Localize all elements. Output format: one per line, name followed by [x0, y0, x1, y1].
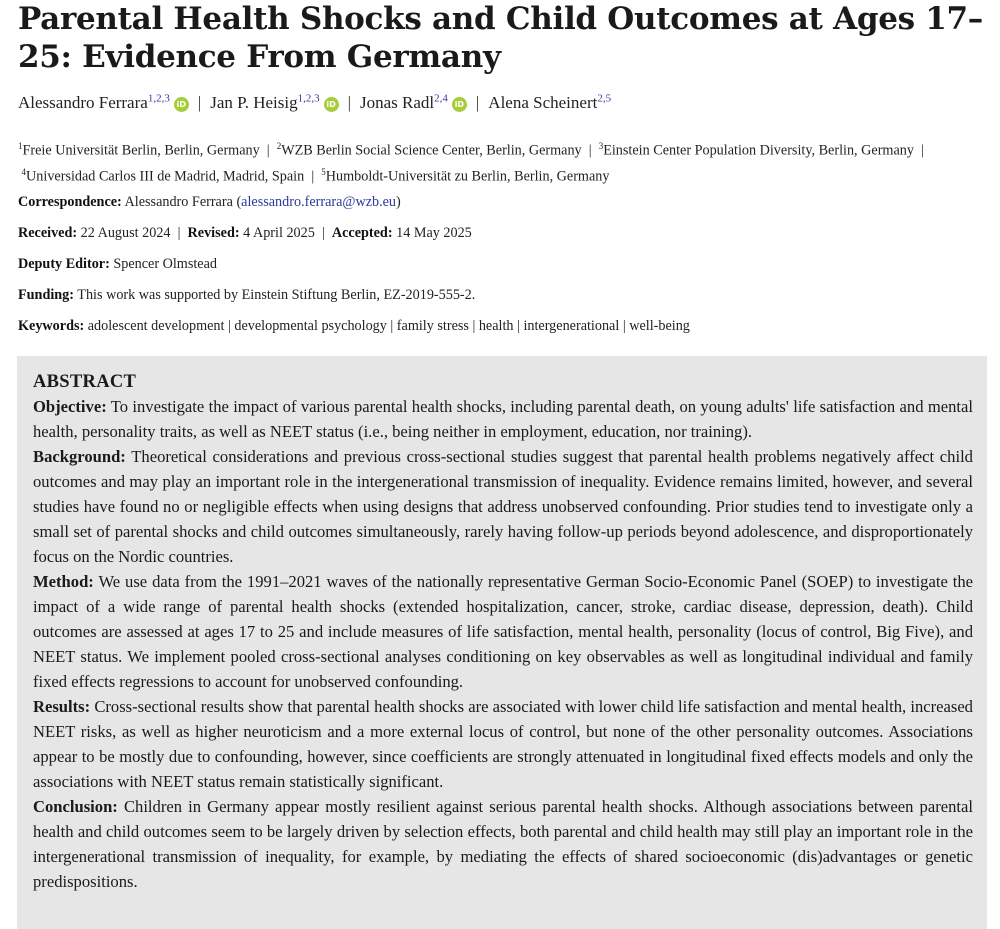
paper-title: Parental Health Shocks and Child Outcomes at Ages 17–25: Evidence From Germany [18, 1, 984, 75]
author-affiliation-marker: 2,4 [434, 92, 448, 105]
orcid-icon[interactable]: iD [452, 97, 467, 112]
author-affiliation-marker: 2,5 [597, 92, 612, 105]
orcid-icon[interactable]: iD [324, 97, 339, 112]
abstract-content [33, 370, 973, 894]
affiliation: Freie Universität Berlin, Berlin, Germany [22, 142, 260, 159]
author-affiliation-marker: 1,2,3 [297, 92, 320, 105]
author-name[interactable]: Jonas Radl [360, 93, 435, 112]
abstract-section-method: Method: We use data from the 1991–2021 waves of the nationally representative German Socio-Economic Panel (SOEP) to investigate the impact of a wide range of parental health shocks (extended hospitalization, cancer, stroke, cardiac disease, depression, death). Child outcomes are assessed at ages 17 to 25 and include measures of life satisfaction, mental health, personality (locus of control, Big Five), and NEET status. We implement pooled cross-sectional analyses conditioning on key observables as well as longitudinal individual and family fixed effects regressions to account for unobserved confounding. [33, 572, 973, 691]
abstract-box [17, 356, 987, 929]
affiliation: Universidad Carlos III de Madrid, Madrid, Spain [26, 168, 305, 185]
abstract-section-objective: Objective: To investigate the impact of various parental health shocks, including parental death, on young adults' life satisfaction and mental health, personality traits, as well as NEET status (i.e., being neither in employment, education, nor training). [33, 397, 973, 441]
affiliation: WZB Berlin Social Science Center, Berlin, Germany [281, 142, 582, 159]
abstract-heading: ABSTRACT [33, 372, 137, 392]
deputy-editor-line: Deputy Editor: Spencer Olmstead [18, 256, 217, 272]
abstract-section-background: Background: Theoretical considerations and previous cross-sectional studies suggest that parental health problems negatively affect child outcomes and may play an important role in the intergenerational transmission of inequality. Evidence remains limited, however, and several studies have found no or negligible effects when using designs that address unobserved confounding. Prior studies tend to investigate only a small set of parental shocks and child outcomes simultaneously, rarely having follow-up periods beyond adolescence, and disproportionately focus on the Nordic countries. [33, 447, 973, 566]
affiliation: Humboldt-Universität zu Berlin, Berlin, Germany [325, 168, 610, 185]
abstract-section-results: Results: Cross-sectional results show that parental health shocks are associated with lower child life satisfaction and mental health, increased NEET risks, as well as higher neuroticism and a more external locus of control, but none of the other personality outcomes. Associations appear to be mostly due to confounding, however, since coefficients are strongly attenuated in longitudinal fixed effects models and only the associations with NEET status remain statistically significant. [33, 697, 973, 791]
author-affiliation-marker: 1,2,3 [147, 92, 170, 105]
email-link[interactable]: alessandro.ferrara@wzb.eu [241, 194, 397, 210]
dates-line: Received: 22 August 2024 | Revised: 4 April 2025 | Accepted: 14 May 2025 [18, 225, 472, 241]
author-name[interactable]: Jan P. Heisig [210, 93, 298, 112]
author-name[interactable]: Alessandro Ferrara [18, 93, 148, 112]
funding-line: Funding: This work was supported by Einstein Stiftung Berlin, EZ-2019-555-2. [18, 287, 476, 303]
keywords-line: Keywords: adolescent development | developmental psychology | family stress | health | intergenerational | well-being [18, 318, 690, 334]
author-list: Alessandro Ferrara$^{1,2,3}$iD | Jan P. Heisig$^{1,2,3}$iD | Jonas Radl$^{2,4}$iD | Alena Scheinert$^{2,5}$ [18, 92, 612, 112]
author-name[interactable]: Alena Scheinert [488, 93, 598, 112]
affiliation: Einstein Center Population Diversity, Berlin, Germany [603, 142, 914, 159]
affiliations: $^1$Freie Universität Berlin, Berlin, Germany | $^2$WZB Berlin Social Science Center, Berlin, Germany | $^3$Einstein Center Population Diversity, Berlin, Germany | $^4$Universidad Carlos III de Madrid, Madrid, Spain | $^5$Humboldt-Universität zu Berlin, Berlin, Germany [18, 141, 924, 185]
correspondence-line: Correspondence: Alessandro Ferrara (alessandro.ferrara@wzb.eu) [18, 194, 401, 210]
orcid-icon[interactable]: iD [174, 97, 189, 112]
abstract-section-conclusion: Conclusion: Children in Germany appear mostly resilient against serious parental health shocks. Although associations between parental health and child outcomes seem to be largely driven by selection effects, both parental and child health may still play an important role in the intergenerational transmission of inequality, for example, by mediating the effects of shared socioeconomic (dis)advantages or genetic predispositions. [33, 797, 973, 891]
